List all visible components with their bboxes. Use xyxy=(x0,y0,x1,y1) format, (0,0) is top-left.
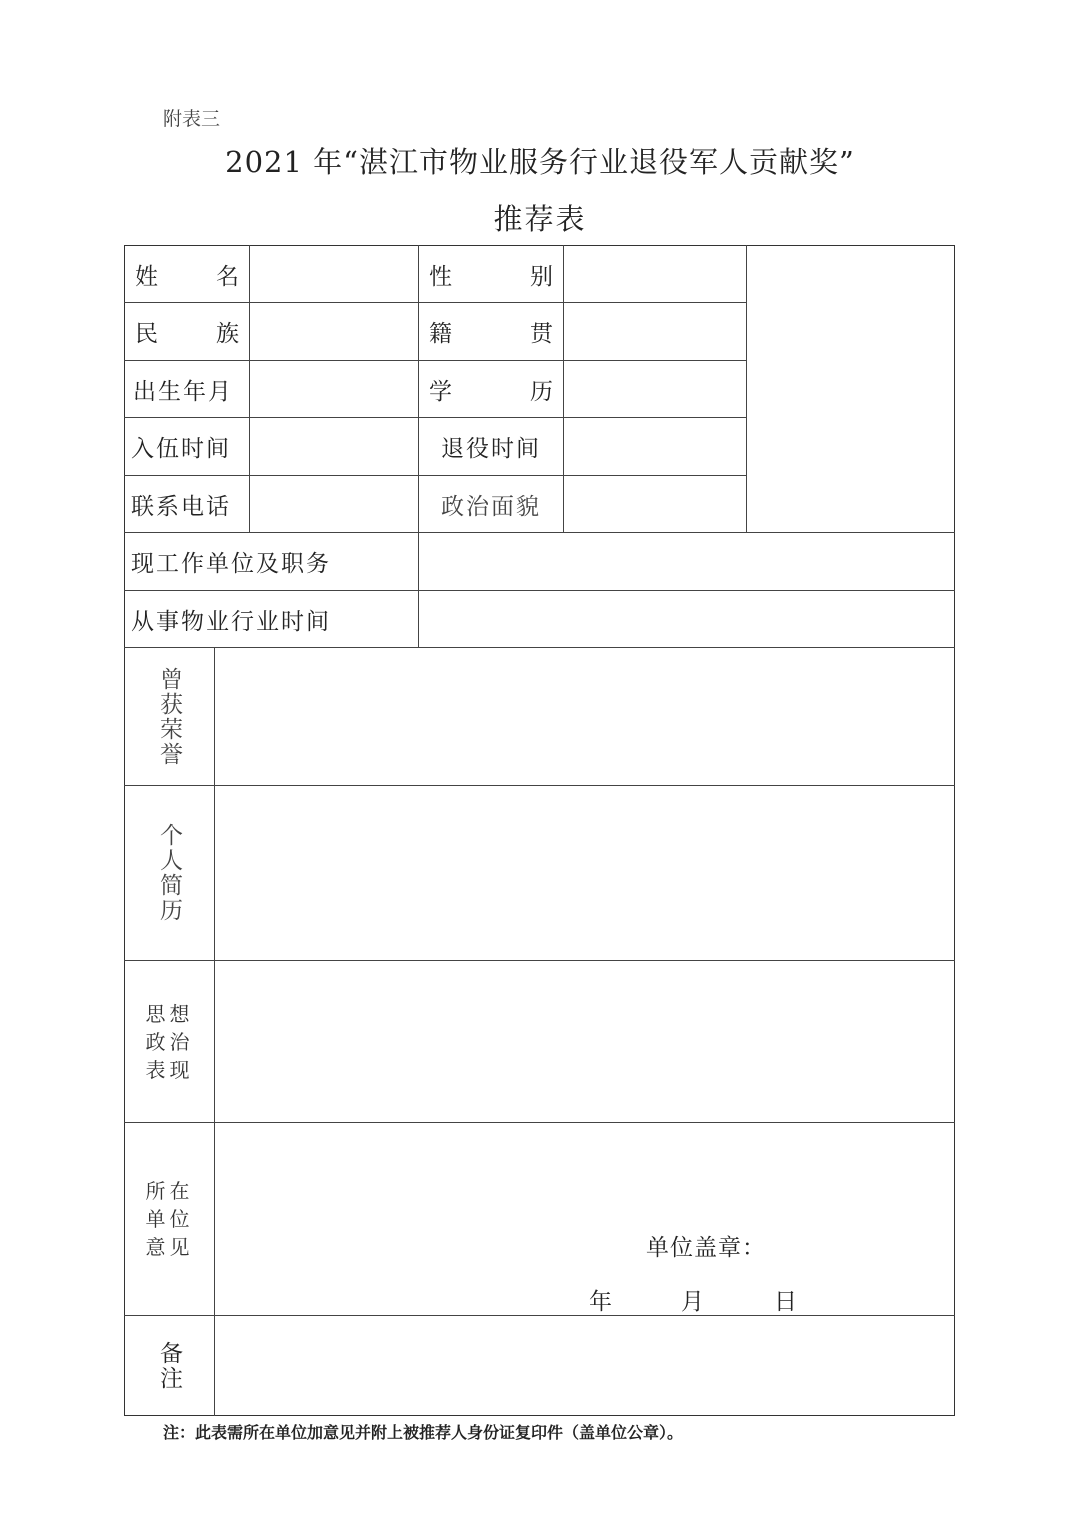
annex-label: 附表三 xyxy=(163,108,221,130)
label-part: 姓 xyxy=(135,263,158,290)
date-day-label: 日 xyxy=(774,1289,797,1315)
page-title: 2021 年“湛江市物业服务行业退役军人贡献奖” xyxy=(225,145,855,179)
industry-years-field[interactable] xyxy=(419,591,954,647)
label-line: 政治 xyxy=(145,1029,194,1054)
label-remarks: 备注 xyxy=(156,1340,182,1391)
label-gender xyxy=(419,246,563,302)
birth-date-field[interactable] xyxy=(250,361,418,417)
resume-field[interactable] xyxy=(215,786,954,960)
current-employer-field[interactable] xyxy=(419,533,954,590)
label-line: 意见 xyxy=(145,1235,194,1259)
label-education xyxy=(419,361,563,417)
unit-seal-label: 单位盖章： xyxy=(646,1235,766,1261)
label-line: 思想 xyxy=(145,1001,194,1026)
label-line: 单位 xyxy=(145,1207,194,1231)
label-current-employer: 现工作单位及职务 xyxy=(131,551,331,577)
label-enlistment-date: 入伍时间 xyxy=(131,436,231,462)
discharge-date-field[interactable] xyxy=(564,418,746,475)
label-part: 别 xyxy=(530,263,553,290)
label-political-status: 政治面貌 xyxy=(441,493,541,520)
footer-note: 注：此表需所在单位加意见并附上被推荐人身份证复印件（盖单位公章）。 xyxy=(163,1423,684,1442)
label-line: 所在 xyxy=(145,1179,194,1203)
native-place-field[interactable] xyxy=(564,303,746,360)
ethnicity-field[interactable] xyxy=(250,303,418,360)
political-status-field[interactable] xyxy=(564,476,746,532)
enlistment-date-field[interactable] xyxy=(250,418,418,475)
label-line: 表现 xyxy=(145,1057,194,1082)
label-part: 民 xyxy=(135,321,158,347)
unit-opinion-field[interactable] xyxy=(215,1123,954,1315)
label-part: 性 xyxy=(429,263,452,290)
label-part: 籍 xyxy=(429,321,452,347)
label-native-place xyxy=(419,303,563,360)
gender-field[interactable] xyxy=(564,246,746,302)
political-performance-field[interactable] xyxy=(215,961,954,1122)
label-part: 贯 xyxy=(530,321,553,347)
label-birth-date: 出生年月 xyxy=(133,378,233,405)
honors-field[interactable] xyxy=(215,648,954,785)
label-resume: 个人简历 xyxy=(156,823,182,923)
phone-field[interactable] xyxy=(250,476,418,532)
label-part: 族 xyxy=(216,321,239,347)
remarks-field[interactable] xyxy=(215,1316,954,1415)
label-discharge-date: 退役时间 xyxy=(441,436,541,462)
label-part: 名 xyxy=(216,263,239,290)
label-ethnicity xyxy=(125,303,249,360)
page-subtitle: 推荐表 xyxy=(493,202,587,236)
label-honors: 曾获荣誉 xyxy=(156,666,182,767)
date-year-label: 年 xyxy=(589,1289,612,1315)
label-unit-opinion xyxy=(125,1123,214,1315)
label-political-performance xyxy=(125,961,214,1122)
name-field[interactable] xyxy=(250,246,418,302)
date-month-label: 月 xyxy=(681,1289,704,1315)
label-phone: 联系电话 xyxy=(131,493,231,520)
education-field[interactable] xyxy=(564,361,746,417)
label-industry-years: 从事物业行业时间 xyxy=(131,608,331,635)
photo-area[interactable] xyxy=(747,246,954,532)
label-part: 学 xyxy=(429,378,452,405)
label-part: 历 xyxy=(530,378,553,405)
label-name xyxy=(125,246,249,302)
